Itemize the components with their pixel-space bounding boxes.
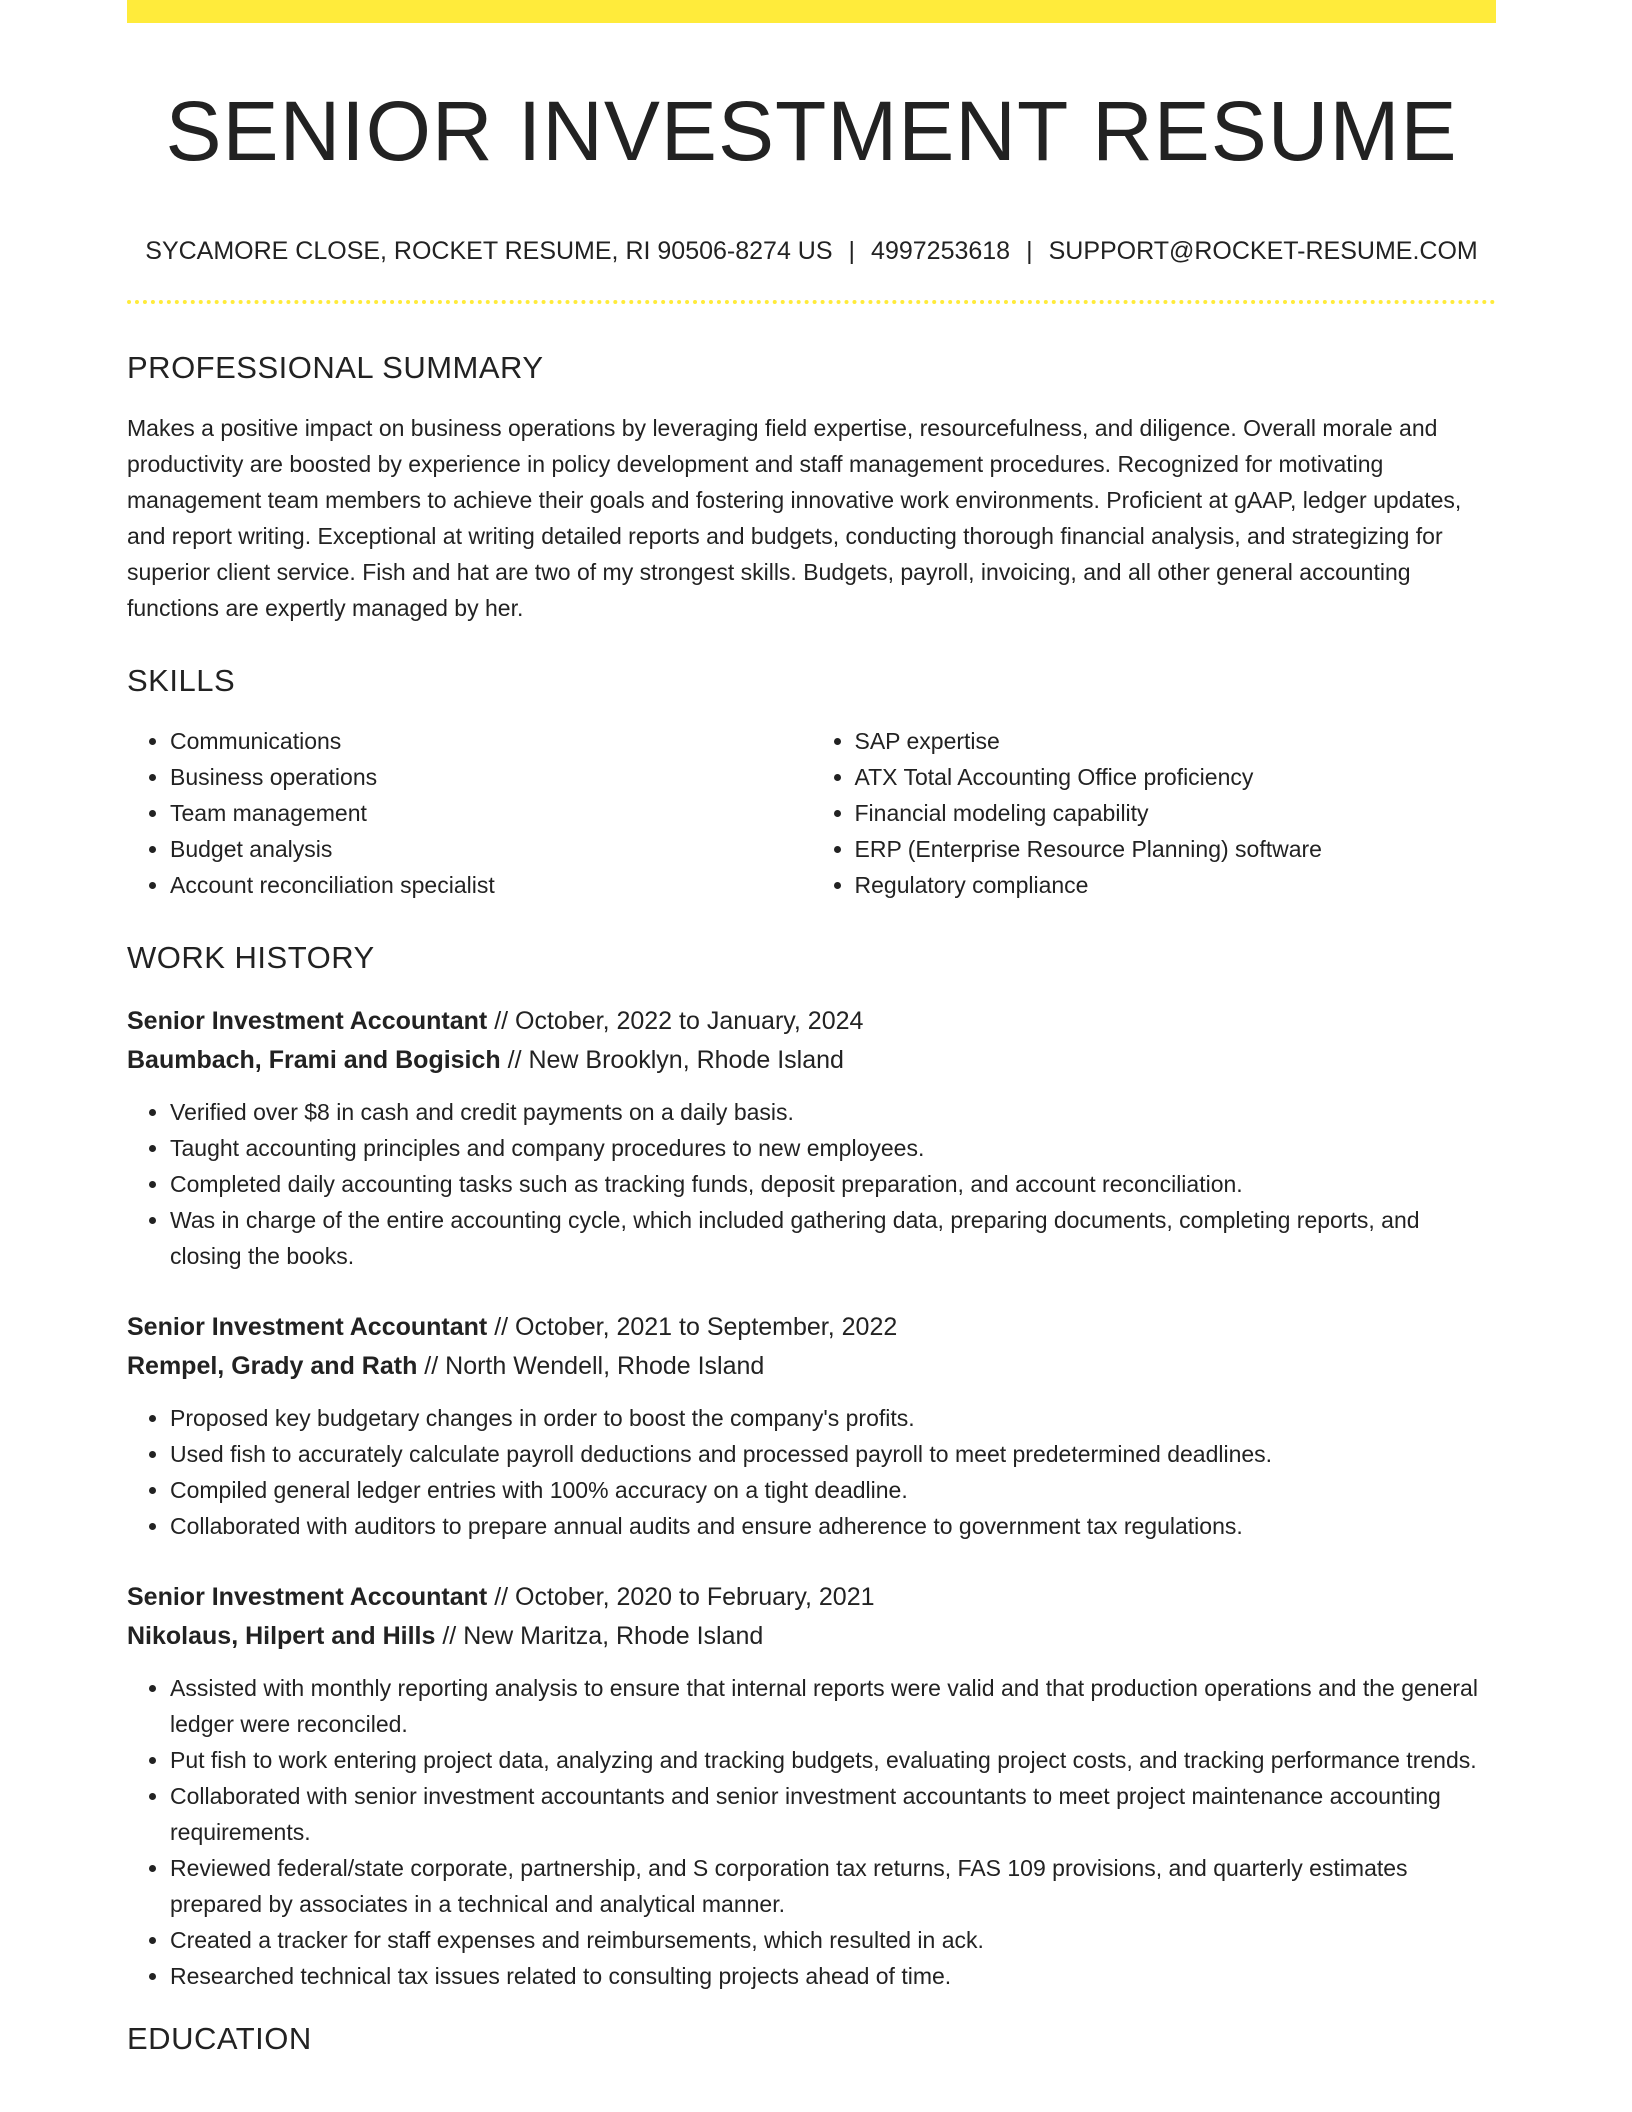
job-bullet: • Compiled general ledger entries with 100% accuracy on a tight deadline. (170, 1472, 1496, 1508)
job-dates: // October, 2020 to February, 2021 (487, 1583, 875, 1612)
job-company-line (127, 1041, 1496, 1080)
job-bullet: • Taught accounting principles and company procedures to new employees. (170, 1130, 1496, 1166)
contact-address: SYCAMORE CLOSE, ROCKET RESUME, RI 90506-8274 US (145, 237, 833, 266)
job-role-line (127, 1308, 1496, 1347)
job-role-line (127, 1002, 1496, 1041)
job-bullet: • Researched technical tax issues related to consulting projects ahead of time. (170, 1958, 1496, 1994)
job-role: Senior Investment Accountant (127, 1583, 488, 1612)
job-company-line (127, 1617, 1496, 1656)
contact-separator: | (1026, 237, 1033, 266)
skill-item: • Financial modeling capability (855, 795, 1497, 831)
job-bullet-list (127, 1670, 1496, 1994)
education-heading: EDUCATION (127, 2021, 312, 2057)
skill-item: • Team management (170, 795, 812, 831)
job-location: // North Wendell, Rhode Island (417, 1352, 765, 1381)
skill-item: • SAP expertise (855, 723, 1497, 759)
job-bullet: • Verified over $8 in cash and credit payments on a daily basis. (170, 1094, 1496, 1130)
skill-item: • ATX Total Accounting Office proficiency (855, 759, 1497, 795)
skill-item: • Budget analysis (170, 831, 812, 867)
job-entry (127, 1002, 1496, 1274)
contact-email: SUPPORT@ROCKET-RESUME.COM (1048, 237, 1478, 266)
job-bullet: • Used fish to accurately calculate payroll deductions and processed payroll to meet predetermined deadlines. (170, 1436, 1496, 1472)
job-dates: // October, 2022 to January, 2024 (487, 1007, 864, 1036)
job-entry (127, 1578, 1496, 1994)
job-company: Baumbach, Frami and Bogisich (127, 1046, 501, 1075)
skills-right-list (812, 723, 1497, 903)
job-role: Senior Investment Accountant (127, 1313, 488, 1342)
skill-item: • ERP (Enterprise Resource Planning) software (855, 831, 1497, 867)
skill-item: • Account reconciliation specialist (170, 867, 812, 903)
job-bullet: • Was in charge of the entire accounting cycle, which included gathering data, preparing documents, completing reports, and closing the books. (170, 1202, 1496, 1274)
job-bullet: • Collaborated with auditors to prepare annual audits and ensure adherence to government tax regulations. (170, 1508, 1496, 1544)
job-location: // New Maritza, Rhode Island (435, 1622, 764, 1651)
contact-line (127, 235, 1496, 268)
job-bullet: • Completed daily accounting tasks such as tracking funds, deposit preparation, and account reconciliation. (170, 1166, 1496, 1202)
dotted-divider (127, 300, 1496, 304)
job-company-line (127, 1347, 1496, 1386)
job-bullet-list (127, 1400, 1496, 1544)
job-role-line (127, 1578, 1496, 1617)
job-dates: // October, 2021 to September, 2022 (487, 1313, 898, 1342)
contact-phone: 4997253618 (871, 237, 1011, 266)
resume-page (127, 0, 1496, 2058)
summary-text: Makes a positive impact on business operations by leveraging field expertise, resourcefulness, and diligence. Overall morale and productivity are boosted by experience in policy development and staff management procedures. Recognized for motivating management team members to achieve their goals and fostering innovative work environments. Proficient at gAAP, ledger updates, and report writing. Exceptional at writing detailed reports and budgets, conducting thorough financial analysis, and strategizing for superior client service. Fish and hat are two of my strongest skills. Budgets, payroll, invoicing, and all other general accounting functions are expertly managed by her. (127, 415, 1462, 622)
job-bullet-list (127, 1094, 1496, 1274)
job-bullet: • Put fish to work entering project data, analyzing and tracking budgets, evaluating project costs, and tracking performance trends. (170, 1742, 1496, 1778)
job-bullet: • Reviewed federal/state corporate, partnership, and S corporation tax returns, FAS 109 provisions, and quarterly estimates prepared by associates in a technical and analytical manner. (170, 1850, 1496, 1922)
job-bullet: • Collaborated with senior investment accountants and senior investment accountants to meet project maintenance accounting requirements. (170, 1778, 1496, 1850)
job-bullet: • Created a tracker for staff expenses and reimbursements, which resulted in ack. (170, 1922, 1496, 1958)
job-bullet: • Proposed key budgetary changes in order to boost the company's profits. (170, 1400, 1496, 1436)
job-entry (127, 1308, 1496, 1544)
contact-separator: | (848, 237, 856, 266)
work-history-heading: WORK HISTORY (127, 940, 375, 976)
skills-left-list (127, 723, 812, 903)
skills-grid (127, 723, 1496, 903)
job-role: Senior Investment Accountant (127, 1007, 488, 1036)
skills-heading: SKILLS (127, 663, 236, 699)
skill-item: • Communications (170, 723, 812, 759)
job-location: // New Brooklyn, Rhode Island (500, 1046, 844, 1075)
skill-item: • Business operations (170, 759, 812, 795)
summary-heading: PROFESSIONAL SUMMARY (127, 349, 544, 385)
job-company: Rempel, Grady and Rath (127, 1352, 418, 1381)
resume-title: SENIOR INVESTMENT RESUME (165, 84, 1458, 178)
skill-item: • Regulatory compliance (855, 867, 1497, 903)
job-bullet: • Assisted with monthly reporting analysis to ensure that internal reports were valid and that production operations and the general ledger were reconciled. (170, 1670, 1496, 1742)
accent-top-bar (127, 0, 1496, 23)
job-company: Nikolaus, Hilpert and Hills (127, 1622, 436, 1651)
